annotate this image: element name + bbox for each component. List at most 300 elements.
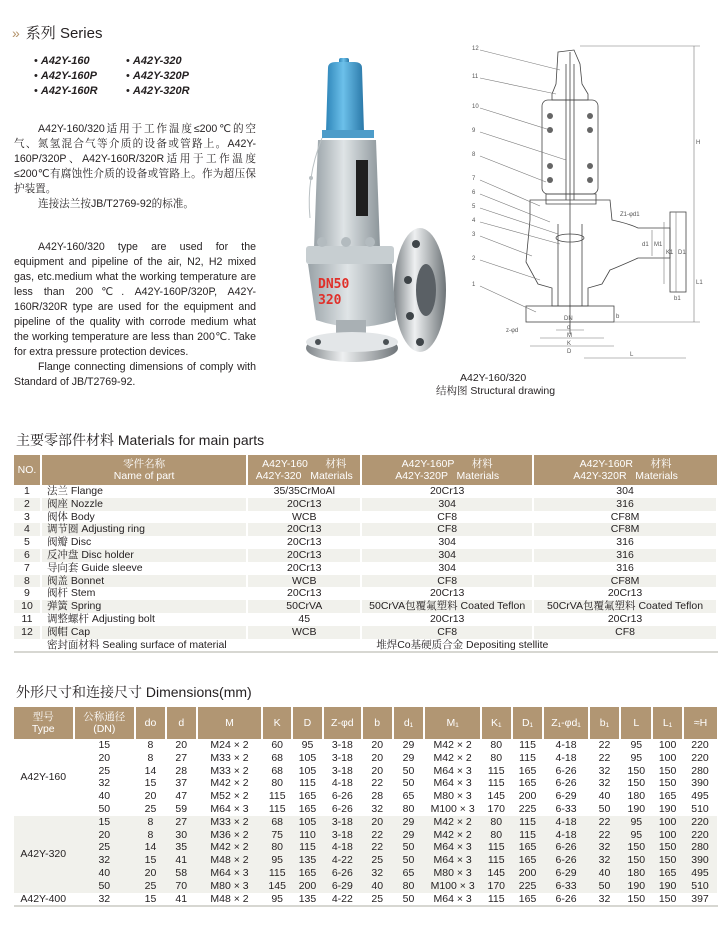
materials-cell-m3: 50CrVA包覆氟塑料 Coated Teflon xyxy=(533,600,717,613)
dimensions-cell: 15 xyxy=(98,739,111,751)
dimensions-cell: 60 xyxy=(271,739,284,751)
dimensions-cell: 6-26 xyxy=(543,841,588,854)
col-header-dim: M xyxy=(197,707,263,739)
materials-cell-m3: 316 xyxy=(533,562,717,575)
dimensions-cell: 50 xyxy=(598,802,611,815)
description-cn-standard: 连接法兰按JB/T2769-92的标准。 xyxy=(38,198,194,210)
dimensions-cell: 22 xyxy=(589,829,621,842)
dimensions-cell: 180 xyxy=(627,790,646,803)
materials-cell-no: 12 xyxy=(14,626,41,639)
dimensions-row xyxy=(14,739,717,752)
dimensions-cell: 20 xyxy=(74,829,136,842)
dimensions-cell: 80 xyxy=(402,802,415,815)
dimensions-cell: 58 xyxy=(166,867,197,880)
dimensions-cell: 190 xyxy=(658,802,677,815)
series-model: • A42Y-160R xyxy=(34,85,126,98)
materials-cell-name: 调整螺杆 Adjusting bolt xyxy=(41,613,247,626)
materials-cell-m3: CF8M xyxy=(533,575,717,588)
materials-cell-name: 阀杆 Stem xyxy=(41,587,247,600)
valve-bonnet xyxy=(314,140,380,248)
col-header-dim: M₁ xyxy=(424,707,480,739)
dimensions-cell: 4-22 xyxy=(323,854,362,867)
materials-cell-m2: CF8 xyxy=(361,575,533,588)
series-model: • A42Y-320 xyxy=(126,55,236,68)
materials-cell-name: 密封面材料 Sealing surface of material xyxy=(41,639,361,653)
dimensions-cell: 22 xyxy=(589,816,621,829)
materials-cell-name: 阀瓣 Disc xyxy=(41,536,247,549)
dimensions-cell: M80 × 3 xyxy=(424,867,480,880)
materials-cell-m2: 50CrVA包覆氟塑料 Coated Teflon xyxy=(361,600,533,613)
dimensions-cell: 115 xyxy=(481,854,512,867)
dimensions-cell: 40 xyxy=(362,880,393,893)
col-header-dim: Z-φd xyxy=(323,707,362,739)
dimensions-cell: 95 xyxy=(301,739,314,751)
materials-section-title: 主要零部件材料 Materials for main parts xyxy=(16,432,265,448)
dim-label-dn: DN xyxy=(564,316,573,322)
part-label: 2 xyxy=(472,256,476,262)
dimensions-cell: 40 xyxy=(589,867,621,880)
materials-cell-m2: 20Cr13 xyxy=(361,587,533,600)
dimensions-cell: 29 xyxy=(402,751,415,764)
dimensions-cell: 95 xyxy=(262,893,292,907)
dimensions-cell: M80 × 3 xyxy=(433,790,472,803)
dimensions-cell: 30 xyxy=(166,829,197,842)
dimensions-cell: 150 xyxy=(652,841,683,854)
dimensions-cell: 165 xyxy=(512,841,544,854)
materials-cell-name: 阀座 Nozzle xyxy=(41,498,247,511)
dimensions-cell: M42 × 2 xyxy=(433,739,472,751)
dimensions-cell: 115 xyxy=(292,841,323,854)
dimensions-cell: 40 xyxy=(74,867,136,880)
dimensions-cell: 4-18 xyxy=(543,816,588,829)
dimensions-row xyxy=(14,867,717,880)
dimensions-cell: 100 xyxy=(652,829,683,842)
dimensions-cell: 6-26 xyxy=(555,777,577,790)
dimensions-cell: 220 xyxy=(683,816,717,829)
col-header-dim: D xyxy=(292,707,323,739)
dimensions-cell: M33 × 2 xyxy=(210,764,249,777)
dimensions-cell: 150 xyxy=(652,893,683,907)
dimensions-cell: 80 xyxy=(490,751,503,764)
dimensions-cell: 115 xyxy=(299,777,316,790)
dimensions-cell: 3-18 xyxy=(331,739,353,751)
description-en-paragraph: A42Y-160/320 type are used for the equipment and pipeline of the air, N2, H2 mixed gas, etc.medium what the working temperature are less than 200℃. A42Y-160P/320P, A42Y-160R/320R type are used for the equipment and pipeline of the quality with corrode medium what the working temperature are less than 200℃. Take for extra pressure protection devices. xyxy=(14,241,256,358)
materials-cell-name: 反冲盘 Disc holder xyxy=(41,549,247,562)
dimensions-cell: 95 xyxy=(630,739,643,751)
materials-cell-sealing-value: 堆焊Co基硬质合金 Depositing stellite xyxy=(361,639,717,653)
dimensions-cell: 115 xyxy=(512,829,544,842)
dimensions-cell: 25 xyxy=(98,764,111,777)
col-header-dn-cn: 公称通径 xyxy=(83,711,126,723)
dimensions-cell: 225 xyxy=(518,802,537,815)
dimensions-cell: 27 xyxy=(175,751,188,764)
dimensions-cell: M64 × 3 xyxy=(424,854,480,867)
col-header-line: A42Y-160P 材料 xyxy=(401,458,493,470)
part-label: 4 xyxy=(472,218,476,224)
materials-row xyxy=(14,562,717,575)
materials-row xyxy=(14,498,717,511)
dimensions-cell: 8 xyxy=(135,829,166,842)
dimensions-cell: M52 × 2 xyxy=(210,790,249,803)
materials-cell-name: 导向套 Guide sleeve xyxy=(41,562,247,575)
dimensions-cell: 80 xyxy=(490,739,503,751)
dimensions-cell: 80 xyxy=(481,829,512,842)
materials-cell-m1: WCB xyxy=(247,511,361,524)
dimensions-cell: 165 xyxy=(298,790,317,803)
dimensions-cell: 115 xyxy=(512,816,544,829)
dimensions-table xyxy=(14,707,718,907)
dimensions-cell: 20 xyxy=(371,764,384,777)
dimensions-cell: 20 xyxy=(135,867,166,880)
dimensions-cell: 165 xyxy=(658,790,677,803)
materials-cell-m2: CF8 xyxy=(361,511,533,524)
dimensions-row xyxy=(14,880,717,893)
drawing-caption-text: 结构图 Structural drawing xyxy=(436,385,556,397)
dimensions-cell: 150 xyxy=(620,841,652,854)
dimensions-cell: 20 xyxy=(98,751,111,764)
dimensions-row xyxy=(14,790,717,803)
dimensions-cell: 15 xyxy=(144,777,157,790)
materials-row xyxy=(14,626,717,639)
dimensions-cell: 75 xyxy=(262,829,292,842)
col-header-a42y-160r-320r xyxy=(533,455,717,485)
col-header-type-en: Type xyxy=(31,723,55,735)
dimensions-cell: 165 xyxy=(512,893,544,907)
materials-cell-m1: 20Cr13 xyxy=(247,587,361,600)
dim-label-d: d xyxy=(567,325,571,331)
dimensions-section-title: 外形尺寸和连接尺寸 Dimensions(mm) xyxy=(16,684,252,700)
materials-row xyxy=(14,600,717,613)
dimensions-cell: 100 xyxy=(658,739,677,751)
col-header-a42y-160p-320p xyxy=(361,455,533,485)
dimensions-cell: 165 xyxy=(518,764,537,777)
materials-row-sealing xyxy=(14,639,717,653)
dimensions-cell: 4-18 xyxy=(543,829,588,842)
dimensions-type-cell: A42Y-320 xyxy=(14,816,74,893)
dimensions-cell: 4-18 xyxy=(331,777,353,790)
dimensions-cell: 32 xyxy=(74,893,136,907)
dim-label-h: H xyxy=(696,140,701,146)
materials-cell-no: 7 xyxy=(14,562,41,575)
dimensions-cell: 190 xyxy=(620,880,652,893)
dimensions-cell: 50 xyxy=(393,854,425,867)
materials-cell-m1: 50CrVA xyxy=(247,600,361,613)
materials-cell-m3: 304 xyxy=(533,485,717,498)
series-title: 系列 Series xyxy=(25,25,103,42)
materials-cell-no xyxy=(14,639,41,653)
dimensions-row xyxy=(14,765,717,778)
materials-cell-name: 阀盖 Bonnet xyxy=(41,575,247,588)
dim-label-b: b xyxy=(616,314,620,320)
materials-cell-no: 2 xyxy=(14,498,41,511)
dimensions-cell: M100 × 3 xyxy=(424,880,480,893)
valve-marking-pressure: 320 xyxy=(318,293,342,308)
dimensions-cell: 25 xyxy=(362,854,393,867)
dimensions-cell: 145 xyxy=(262,880,292,893)
dimensions-cell: 115 xyxy=(481,841,512,854)
materials-row xyxy=(14,485,717,498)
dimensions-cell: 110 xyxy=(292,829,323,842)
dimensions-cell: 22 xyxy=(598,739,611,751)
dimensions-cell: 6-26 xyxy=(555,764,577,777)
dimensions-cell: 50 xyxy=(393,893,425,907)
dimensions-cell: M42 × 2 xyxy=(433,751,472,764)
chevron-right-icon: » xyxy=(12,25,20,41)
dimensions-cell: 25 xyxy=(144,802,157,815)
dimensions-cell: 135 xyxy=(292,854,323,867)
dimensions-cell: 32 xyxy=(98,777,111,790)
dimensions-cell: 29 xyxy=(393,816,425,829)
part-label: 12 xyxy=(472,46,479,52)
dimensions-cell: 150 xyxy=(620,893,652,907)
col-header-dim: d₁ xyxy=(393,707,425,739)
dim-label-m1: M1 xyxy=(654,242,663,248)
dim-label-l: L xyxy=(630,352,634,358)
dimensions-cell: 4-22 xyxy=(323,893,362,907)
col-header-dim: Z₁-φd₁ xyxy=(543,707,588,739)
dim-label-z-phi-d: z-φd xyxy=(506,328,519,334)
materials-row xyxy=(14,587,717,600)
valve-marking-dn: DN50 xyxy=(318,277,350,292)
dimensions-cell: 27 xyxy=(166,816,197,829)
col-header-dim: b xyxy=(362,707,393,739)
dimensions-cell: 115 xyxy=(519,751,536,764)
dimensions-cell: 32 xyxy=(589,841,621,854)
dimensions-cell: M64 × 3 xyxy=(433,764,472,777)
part-label: 6 xyxy=(472,190,476,196)
dimensions-cell: 165 xyxy=(518,777,537,790)
dimensions-cell: 115 xyxy=(519,739,536,751)
dim-label-d1-bore: d1 xyxy=(642,242,649,248)
dimensions-cell: 150 xyxy=(620,854,652,867)
dimensions-cell: 68 xyxy=(271,751,284,764)
col-header-dim: D₁ xyxy=(512,707,544,739)
dimensions-header-row xyxy=(14,707,717,739)
series-model: • A42Y-320P xyxy=(126,70,236,83)
col-header-line: A42Y-320R Materials xyxy=(573,470,678,482)
dim-label-d1: D1 xyxy=(678,250,686,256)
dimensions-cell: 115 xyxy=(268,802,286,815)
dimensions-cell: 200 xyxy=(512,867,544,880)
col-header-a42y-160-320 xyxy=(247,455,361,485)
description-english xyxy=(14,240,256,390)
col-header-part-name xyxy=(41,455,247,485)
materials-cell-no: 5 xyxy=(14,536,41,549)
dimensions-row xyxy=(14,893,717,907)
materials-cell-name: 阀体 Body xyxy=(41,511,247,524)
dimensions-cell: 280 xyxy=(683,841,717,854)
materials-cell-m3: CF8M xyxy=(533,511,717,524)
dimensions-cell: 150 xyxy=(658,764,677,777)
structural-drawing xyxy=(470,44,722,364)
dimensions-cell: 180 xyxy=(620,867,652,880)
dimensions-cell: 510 xyxy=(691,802,709,815)
dimensions-row xyxy=(14,777,717,790)
col-header-dim: K xyxy=(262,707,292,739)
materials-row xyxy=(14,549,717,562)
dimensions-cell: 280 xyxy=(691,764,709,777)
dimensions-cell: M42 × 2 xyxy=(210,777,249,790)
dimensions-cell: 50 xyxy=(393,841,425,854)
dimensions-cell: 80 xyxy=(393,880,425,893)
materials-cell-m3: CF8 xyxy=(533,626,717,639)
col-header-dim: L xyxy=(620,707,652,739)
dimensions-cell: 8 xyxy=(147,751,154,764)
dimensions-cell: 3-18 xyxy=(323,829,362,842)
dimensions-cell: 32 xyxy=(74,854,136,867)
dimensions-row xyxy=(14,752,717,765)
dimensions-cell: 115 xyxy=(487,777,505,790)
dimensions-cell: 8 xyxy=(135,816,166,829)
dimensions-cell: 15 xyxy=(135,854,166,867)
dimensions-cell: 165 xyxy=(652,867,683,880)
dimensions-cell: 32 xyxy=(589,893,621,907)
dimensions-cell: 95 xyxy=(630,751,643,764)
materials-cell-m1: 35/35CrMoAl xyxy=(247,485,361,498)
description-chinese xyxy=(14,122,256,212)
dimensions-cell: 495 xyxy=(691,790,709,803)
dimensions-cell: 190 xyxy=(627,802,646,815)
dimensions-cell: 80 xyxy=(271,777,284,790)
part-label: 7 xyxy=(472,176,476,182)
dimensions-cell: 145 xyxy=(481,867,512,880)
dimensions-cell: 29 xyxy=(393,829,425,842)
dimensions-cell: 50 xyxy=(98,802,111,815)
drawing-caption-model: A42Y-160/320 xyxy=(460,372,527,384)
dimensions-cell: 65 xyxy=(402,790,415,803)
dimensions-cell: 6-33 xyxy=(543,880,588,893)
materials-cell-m2: 304 xyxy=(361,498,533,511)
dimensions-cell: 47 xyxy=(175,790,188,803)
dimensions-cell: 220 xyxy=(683,829,717,842)
dimensions-cell: 25 xyxy=(74,841,136,854)
dimensions-cell: 68 xyxy=(271,764,284,777)
dimensions-cell: 390 xyxy=(691,777,709,790)
dimensions-cell: 32 xyxy=(589,854,621,867)
col-header-dim: K₁ xyxy=(481,707,512,739)
dimensions-cell: 100 xyxy=(658,751,677,764)
nameplate xyxy=(356,160,368,216)
series-heading xyxy=(12,22,102,43)
materials-cell-m1: 20Cr13 xyxy=(247,523,361,536)
materials-row xyxy=(14,523,717,536)
materials-cell-no: 6 xyxy=(14,549,41,562)
dimensions-cell: 100 xyxy=(652,816,683,829)
dimensions-cell: 4-18 xyxy=(555,751,577,764)
dimensions-cell: 390 xyxy=(683,854,717,867)
dimensions-cell: 115 xyxy=(262,867,292,880)
dimensions-cell: 200 xyxy=(292,880,323,893)
dimensions-cell: 40 xyxy=(598,790,611,803)
materials-cell-m1: WCB xyxy=(247,626,361,639)
dimensions-row xyxy=(14,816,717,829)
dimensions-row xyxy=(14,829,717,842)
dimensions-cell: M64 × 3 xyxy=(197,867,263,880)
col-header-type xyxy=(14,707,74,739)
dimensions-cell: M64 × 3 xyxy=(424,841,480,854)
materials-cell-name: 法兰 Flange xyxy=(41,485,247,498)
col-header-dim: L₁ xyxy=(652,707,683,739)
materials-cell-m3: 316 xyxy=(533,549,717,562)
dim-label-l1: L1 xyxy=(696,280,703,286)
dimensions-row xyxy=(14,803,717,816)
dimensions-cell: 220 xyxy=(691,739,709,751)
dimensions-cell: M42 × 2 xyxy=(424,829,480,842)
dimensions-cell: 20 xyxy=(144,790,157,803)
description-en-standard: Flange connecting dimensions of comply with Standard of JB/T2769-92. xyxy=(14,361,256,388)
valve-photo xyxy=(296,58,446,364)
dimensions-cell: 20 xyxy=(371,751,384,764)
dimensions-cell: 115 xyxy=(268,790,286,803)
materials-cell-m1: 20Cr13 xyxy=(247,562,361,575)
col-header-dim: d xyxy=(166,707,197,739)
part-label: 3 xyxy=(472,232,476,238)
dimensions-cell: 32 xyxy=(362,867,393,880)
materials-cell-m1: 20Cr13 xyxy=(247,498,361,511)
part-label: 10 xyxy=(472,104,479,110)
description-cn-paragraph: A42Y-160/320适用于工作温度≤200℃的空气、氮氢混合气等介质的设备或管路上。A42Y-160P/320P、A42Y-160R/320R适用于工作温度≤200℃有腐蚀性介质的设备或管路上。作为超压保护装置。 xyxy=(14,123,256,195)
materials-cell-no: 8 xyxy=(14,575,41,588)
dimensions-cell: 115 xyxy=(481,893,512,907)
dimensions-cell: 35 xyxy=(166,841,197,854)
dimensions-cell: 510 xyxy=(683,880,717,893)
col-header-no: NO. xyxy=(14,455,41,485)
dimensions-cell: 6-29 xyxy=(555,790,577,803)
dimensions-cell: M80 × 3 xyxy=(197,880,263,893)
dimensions-cell: 50 xyxy=(74,880,136,893)
dimensions-cell: 25 xyxy=(135,880,166,893)
materials-cell-m2: CF8 xyxy=(361,523,533,536)
materials-cell-m2: CF8 xyxy=(361,626,533,639)
col-header-type-cn: 型号 xyxy=(32,711,54,723)
materials-cell-name: 弹簧 Spring xyxy=(41,600,247,613)
materials-cell-no: 1 xyxy=(14,485,41,498)
part-label: 5 xyxy=(472,204,476,210)
dimensions-cell: 70 xyxy=(166,880,197,893)
dimensions-cell: 22 xyxy=(598,751,611,764)
materials-header-row xyxy=(14,455,717,485)
dimensions-cell: 28 xyxy=(371,790,384,803)
dim-label-k1: K1 xyxy=(666,250,674,256)
dimensions-cell: M33 × 2 xyxy=(210,751,249,764)
part-label: 1 xyxy=(472,282,476,288)
dimensions-cell: 200 xyxy=(518,790,537,803)
dimensions-type-cell: A42Y-400 xyxy=(14,893,74,907)
materials-cell-m3: 20Cr13 xyxy=(533,613,717,626)
dim-label-m: M xyxy=(567,333,572,339)
col-header-line: A42Y-160R 材料 xyxy=(579,458,672,470)
dimensions-cell: 20 xyxy=(362,816,393,829)
dimensions-cell: 6-26 xyxy=(323,867,362,880)
materials-cell-name: 调节圈 Adjusting ring xyxy=(41,523,247,536)
series-model: • A42Y-320R xyxy=(126,85,236,98)
outlet-flange xyxy=(394,228,446,352)
col-header-part-name-cn: 零件名称 xyxy=(123,458,166,470)
dimensions-cell: M64 × 3 xyxy=(210,802,249,815)
materials-cell-m3: CF8M xyxy=(533,523,717,536)
drawing-dimension-lines xyxy=(530,46,700,358)
materials-cell-m3: 316 xyxy=(533,498,717,511)
col-header-dim: ≈H xyxy=(683,707,717,739)
col-header-line: A42Y-320 Materials xyxy=(255,470,353,482)
dimensions-cell: M48 × 2 xyxy=(197,893,263,907)
materials-cell-no: 11 xyxy=(14,613,41,626)
materials-cell-m3: 316 xyxy=(533,536,717,549)
dimensions-cell: 6-26 xyxy=(331,802,353,815)
dimensions-cell: M48 × 2 xyxy=(197,854,263,867)
dimensions-cell: 105 xyxy=(298,764,317,777)
dimensions-cell: 95 xyxy=(262,854,292,867)
